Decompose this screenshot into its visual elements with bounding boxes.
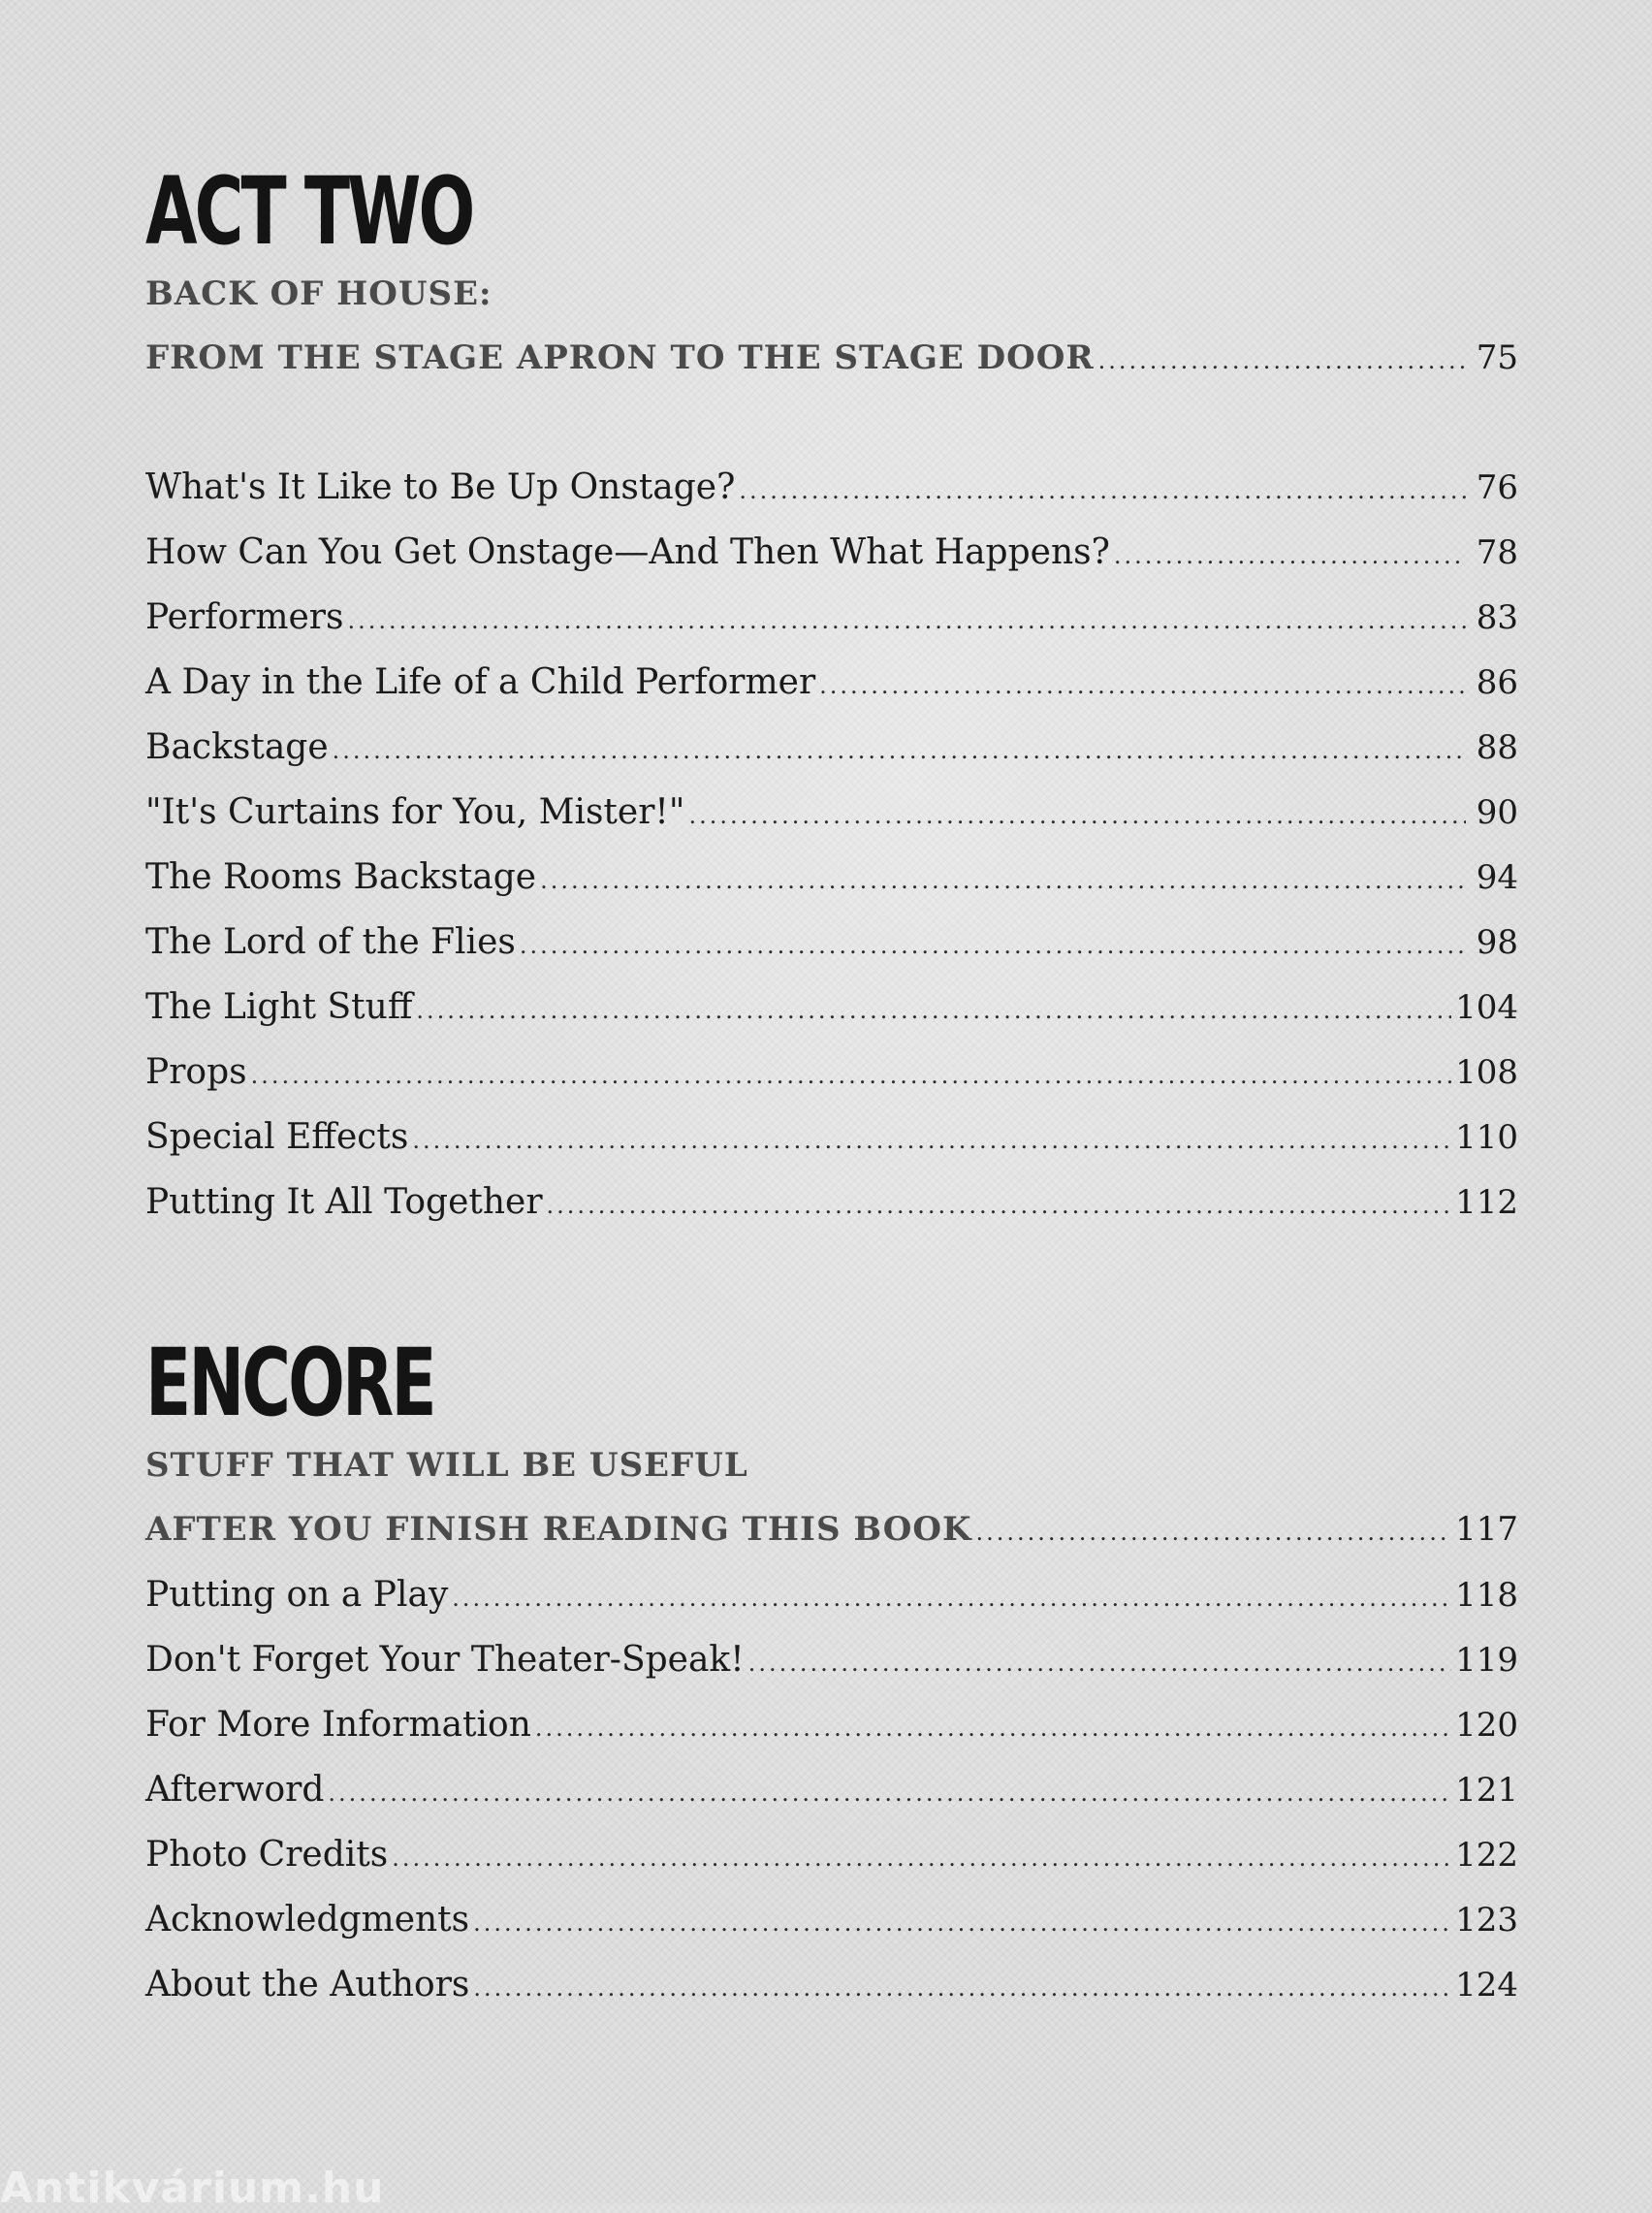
dot-leader xyxy=(748,1631,1451,1696)
dot-leader xyxy=(1114,524,1466,589)
dot-leader xyxy=(412,1108,1451,1173)
toc-entry-label: Special Effects xyxy=(145,1117,409,1157)
toc-entry xyxy=(145,1822,1518,1887)
toc-entry-label: About the Authors xyxy=(145,1965,470,2005)
toc-entry xyxy=(145,780,1518,845)
page-number: 120 xyxy=(1455,1706,1518,1745)
dot-leader xyxy=(473,1956,1451,2021)
dot-leader xyxy=(819,654,1466,719)
toc-entry xyxy=(145,910,1518,975)
dot-leader xyxy=(976,1500,1452,1565)
toc-entry-label: Props xyxy=(145,1052,247,1092)
page-number: 83 xyxy=(1476,598,1518,637)
toc-entry xyxy=(145,715,1518,780)
table-of-contents xyxy=(145,157,1518,2005)
toc-entry-label: How Can You Get Onstage—And Then What Happens? xyxy=(145,532,1110,572)
toc-entry-label: Don't Forget Your Theater-Speak! xyxy=(145,1640,745,1680)
page-number: 104 xyxy=(1455,988,1518,1027)
dot-leader xyxy=(547,1173,1452,1238)
toc-section-heading-row xyxy=(145,326,1518,391)
page-number: 90 xyxy=(1476,793,1518,832)
toc-entry-label: The Rooms Backstage xyxy=(145,857,537,897)
toc-entry-label: Performers xyxy=(145,597,344,637)
page-number: 108 xyxy=(1455,1053,1518,1092)
page-number: 118 xyxy=(1455,1576,1518,1615)
toc-entry xyxy=(145,845,1518,910)
toc-entry-label: The Lord of the Flies xyxy=(145,922,516,962)
toc-entry xyxy=(145,1757,1518,1822)
page-number: 76 xyxy=(1476,468,1518,507)
page-number: 78 xyxy=(1476,533,1518,572)
toc-entry-label: Acknowledgments xyxy=(145,1900,470,1940)
watermark: Antikvárium.hu xyxy=(0,2164,385,2213)
section-subhead: BACK OF HOUSE: xyxy=(145,274,492,313)
dot-leader xyxy=(347,589,1466,654)
dot-leader xyxy=(520,914,1466,978)
toc-heading-label: FROM THE STAGE APRON TO THE STAGE DOOR xyxy=(145,338,1095,377)
toc-entry-label: Photo Credits xyxy=(145,1835,389,1875)
toc-entry-label: A Day in the Life of a Child Performer xyxy=(145,662,816,702)
toc-entry xyxy=(145,1105,1518,1170)
toc-entry-label: Backstage xyxy=(145,727,329,767)
toc-entry xyxy=(145,585,1518,650)
toc-entry xyxy=(145,650,1518,715)
section-subhead: STUFF THAT WILL BE USEFUL xyxy=(145,1446,748,1485)
dot-leader xyxy=(540,849,1466,914)
toc-entry-label: For More Information xyxy=(145,1705,531,1745)
toc-entry xyxy=(145,1887,1518,1952)
page-number: 124 xyxy=(1455,1966,1518,2005)
toc-heading-label: AFTER YOU FINISH READING THIS BOOK xyxy=(145,1510,972,1549)
toc-entry-label: The Light Stuff xyxy=(145,987,413,1027)
toc-entry-label: "It's Curtains for You, Mister!" xyxy=(145,792,685,832)
page-number: 88 xyxy=(1476,728,1518,767)
dot-leader xyxy=(739,459,1466,524)
toc-entry xyxy=(145,1952,1518,2017)
page-number: 117 xyxy=(1455,1510,1518,1549)
toc-entry xyxy=(145,1562,1518,1627)
dot-leader xyxy=(688,784,1466,849)
page-number: 123 xyxy=(1455,1901,1518,1940)
section-encore xyxy=(145,1329,1518,2017)
page-number: 98 xyxy=(1476,923,1518,962)
page-number: 110 xyxy=(1455,1118,1518,1157)
toc-entry-label: Putting on a Play xyxy=(145,1575,449,1615)
dot-leader xyxy=(452,1566,1451,1631)
page-number: 122 xyxy=(1455,1836,1518,1875)
toc-entry xyxy=(145,975,1518,1040)
page-number: 94 xyxy=(1476,858,1518,897)
toc-entry xyxy=(145,520,1518,585)
dot-leader xyxy=(328,1761,1451,1826)
toc-entry xyxy=(145,455,1518,520)
toc-entry-label: Putting It All Together xyxy=(145,1182,543,1222)
section-title: ENCORE xyxy=(145,1329,434,1437)
page-number: 112 xyxy=(1455,1183,1518,1222)
toc-section-heading-row xyxy=(145,1497,1518,1562)
dot-leader xyxy=(473,1891,1451,1956)
toc-entry-label: Afterword xyxy=(145,1770,325,1810)
toc-entry xyxy=(145,1170,1518,1235)
page-number: 86 xyxy=(1476,663,1518,702)
section-act-two xyxy=(145,157,1518,1235)
toc-entry xyxy=(145,1627,1518,1692)
page-number: 75 xyxy=(1476,338,1518,377)
dot-leader xyxy=(333,719,1466,784)
toc-entry xyxy=(145,1692,1518,1757)
toc-entry xyxy=(145,1040,1518,1105)
dot-leader xyxy=(251,1043,1451,1108)
toc-entry-label: What's It Like to Be Up Onstage? xyxy=(145,467,736,507)
section-title: ACT TWO xyxy=(145,157,473,266)
dot-leader xyxy=(392,1826,1451,1891)
toc-entries xyxy=(145,455,1518,1235)
page-number: 119 xyxy=(1455,1641,1518,1680)
dot-leader xyxy=(535,1696,1451,1761)
dot-leader xyxy=(416,978,1451,1043)
dot-leader xyxy=(1098,329,1466,394)
page-number: 121 xyxy=(1455,1771,1518,1810)
